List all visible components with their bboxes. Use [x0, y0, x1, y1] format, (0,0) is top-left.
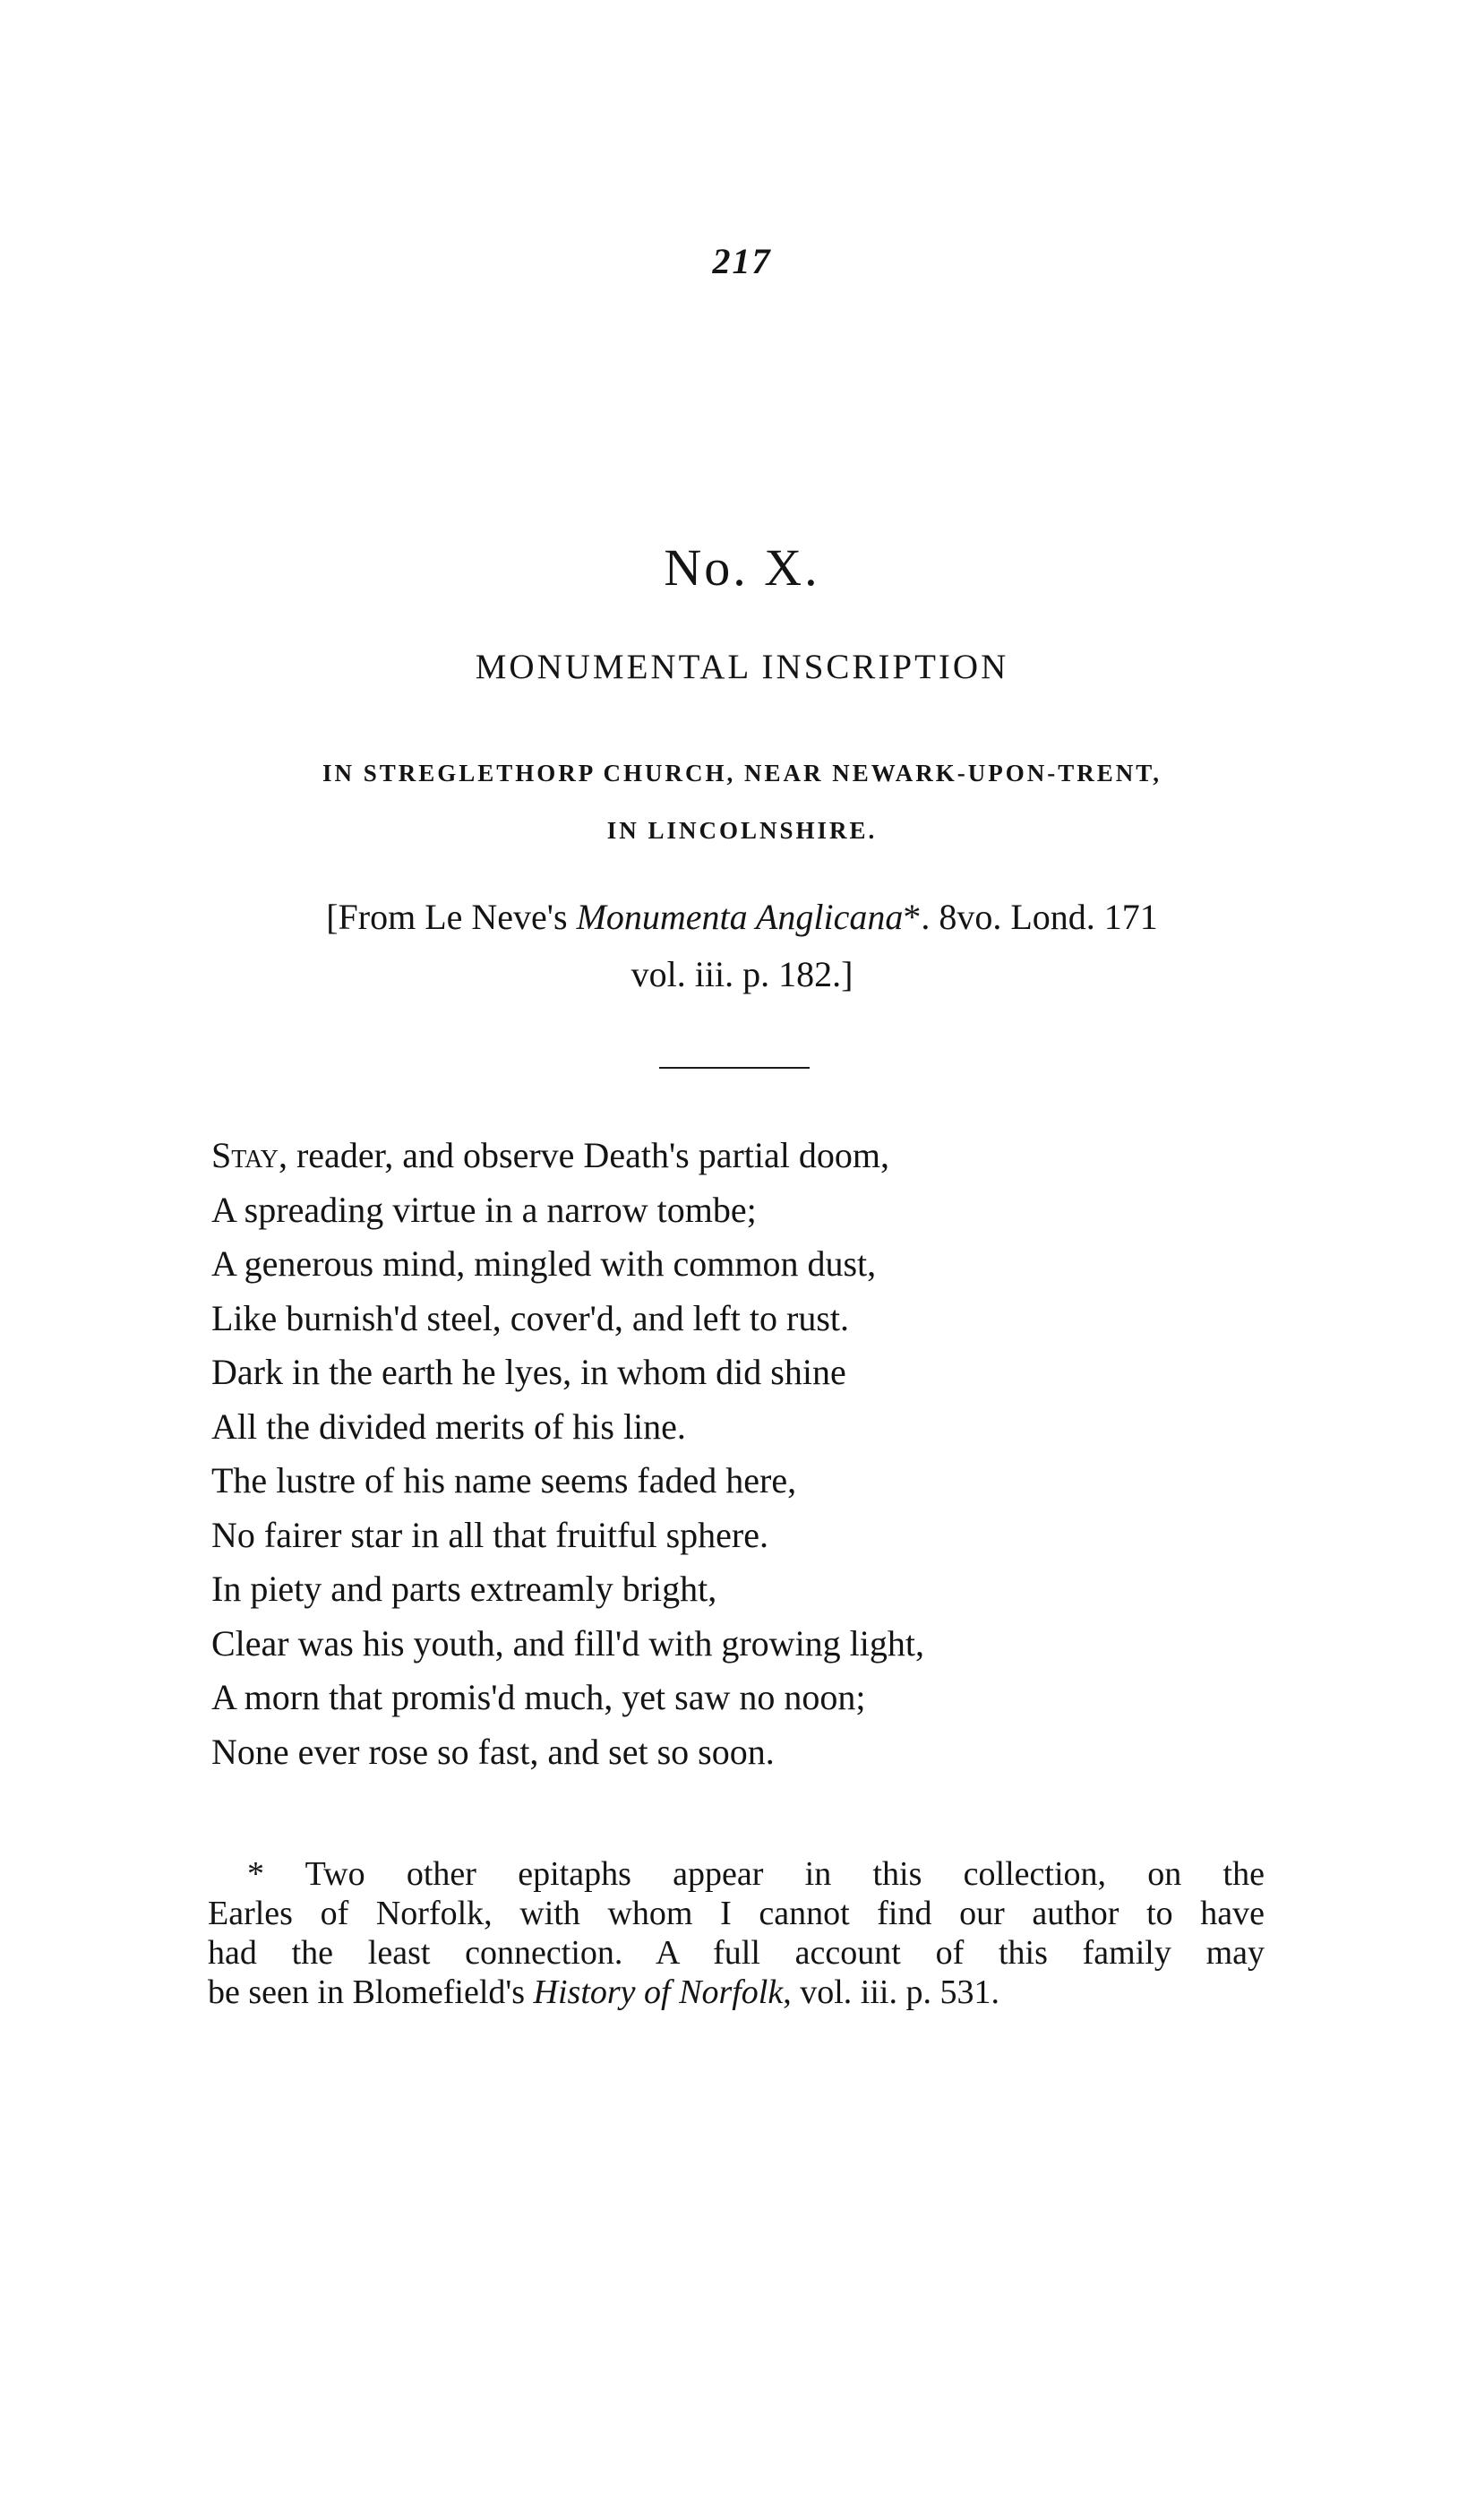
epitaph-poem: [211, 1129, 1286, 1779]
source-prefix: [From Le Neve's: [326, 897, 577, 937]
source-citation-line-2: vol. iii. p. 182.]: [630, 954, 854, 994]
poem-line: Like burnish'd steel, cover'd, and left to rust.: [211, 1297, 850, 1338]
page-number: 217: [712, 241, 772, 281]
footnote: [208, 1854, 1265, 2012]
location-subtitle-line-1: IN STREGLETHORP CHURCH, NEAR NEWARK-UPON-TRENT,: [322, 760, 1162, 787]
poem-line: A generous mind, mingled with common dust,: [211, 1243, 877, 1284]
footnote-line-3: had the least connection. A full account of this family may: [208, 1934, 1265, 1972]
footnote-marker: *: [247, 1855, 264, 1893]
poem-line: A morn that promis'd much, yet saw no noon;: [211, 1677, 866, 1717]
poem-line: Clear was his youth, and fill'd with growing light,: [211, 1622, 925, 1664]
poem-line: The lustre of his name seems faded here,: [211, 1460, 797, 1500]
poem-line: A spreading virtue in a narrow tombe;: [211, 1189, 757, 1230]
poem-first-line-rest: , reader, and observe Death's partial doom,: [278, 1135, 889, 1175]
poem-line: In piety and parts extreamly bright,: [211, 1569, 717, 1609]
footnote-line-1-text: Two other epitaphs appear in this collection, on the: [305, 1855, 1265, 1893]
footnote-line-2: Earles of Norfolk, with whom I cannot find our author to have: [208, 1895, 1265, 1932]
source-citation-line-1: [0, 896, 1484, 938]
section-divider: [659, 1067, 810, 1069]
poem-line: No fairer star in all that fruitful sphere.: [211, 1514, 768, 1555]
footnote-book-title: History of Norfolk: [533, 1973, 784, 2011]
location-subtitle-line-2: IN LINCOLNSHIRE.: [606, 817, 878, 844]
source-suffix: . 8vo. Lond. 171: [921, 897, 1158, 937]
footnote-line-4-prefix: be seen in Blomefield's: [208, 1973, 534, 2011]
footnote-line-4-suffix: , vol. iii. p. 531.: [783, 1973, 999, 2011]
section-title: MONUMENTAL INSCRIPTION: [475, 648, 1009, 686]
source-footnote-marker: *: [903, 897, 922, 937]
poem-line: [211, 1129, 1286, 1183]
source-work-title: Monumenta Anglicana: [576, 897, 904, 937]
footnote-line-4: [208, 1973, 1265, 2012]
poem-first-word: Stay: [211, 1135, 279, 1175]
poem-line: All the divided merits of his line.: [211, 1406, 686, 1447]
poem-line: None ever rose so fast, and set so soon.: [211, 1731, 775, 1772]
section-number: No. X.: [664, 538, 820, 597]
poem-line: Dark in the earth he lyes, in whom did shine: [211, 1352, 846, 1392]
footnote-line-1: [208, 1854, 1265, 1894]
